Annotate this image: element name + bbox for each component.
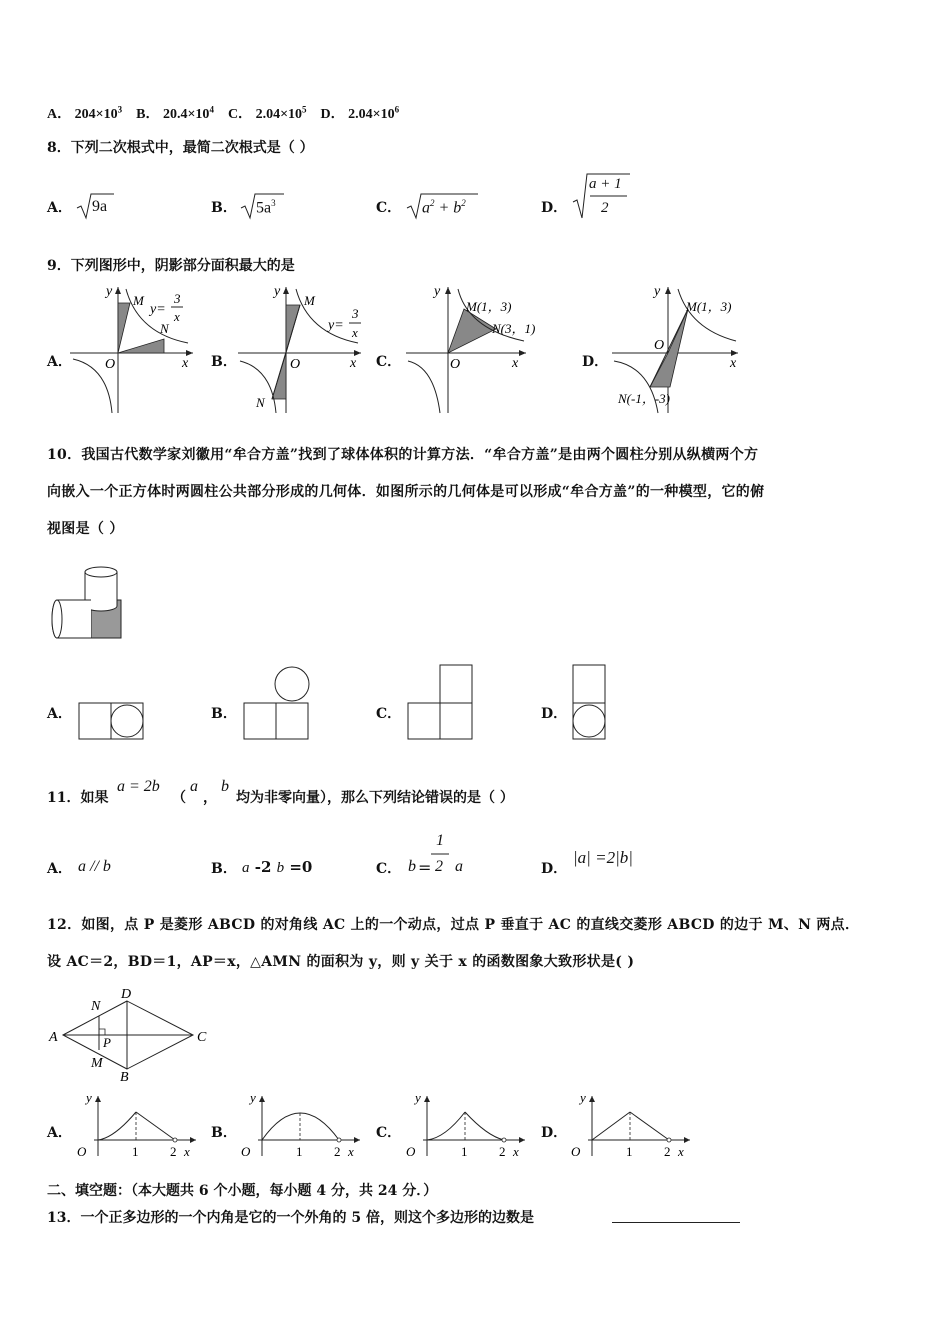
y-label: y — [434, 284, 441, 299]
shaded-region-2 — [118, 339, 164, 353]
tick-1: 1 — [296, 1144, 303, 1159]
q11-prefix: 11．如果 — [47, 790, 109, 806]
func-denominator: x — [352, 325, 358, 340]
y-label: y — [415, 1090, 421, 1105]
func-prefix: y= — [328, 318, 344, 333]
func-numerator: 3 — [174, 291, 181, 306]
q7-option-d-exponent: 6 — [394, 104, 400, 115]
x-label: x — [350, 356, 357, 371]
q11-comma: ， — [203, 790, 217, 806]
q11-option-b-mid: -2 — [249, 858, 277, 876]
q8-option-b-expr — [256, 198, 276, 217]
q9-graph-c — [404, 283, 554, 418]
q11-vector-a: a — [190, 778, 198, 795]
q8-option-c-a: a — [422, 199, 430, 217]
q10-option-c-label: C． — [376, 706, 402, 722]
q11-vector-b: b — [221, 778, 229, 795]
origin-label: O — [77, 1144, 87, 1159]
q10-line-3: 视图是（ ） — [47, 521, 124, 537]
q12-line-1: 12．如图，点 P 是菱形 ABCD 的对角线 AC 上的一个动点，过点 P 垂直于 AC 的直线交菱形 ABCD 的边于 M、N 两点． — [47, 917, 860, 933]
q10-option-c-figure — [407, 664, 475, 742]
q12-graph-d — [568, 1090, 698, 1162]
point-n-label: N(-1，-3) — [618, 391, 670, 406]
x-label: x — [513, 1144, 519, 1159]
vertex-a-label: A — [49, 1030, 58, 1045]
point-m-label: M(1，3) — [686, 299, 732, 314]
q8-option-b-base: 5a — [256, 199, 272, 217]
q8-option-c-plus-b: + b — [434, 199, 462, 217]
point-n-label: N — [91, 999, 101, 1014]
q7-option-d-value: 2.04×10 — [348, 107, 395, 122]
point-n-label: N — [160, 321, 169, 336]
q9-graph-b — [236, 283, 366, 418]
q9-option-a-label: A． — [47, 354, 72, 370]
q9-graph-a — [68, 283, 198, 418]
section-2-heading: 二、填空题：（本大题共 6 个小题，每小题 4 分，共 24 分．） — [47, 1183, 438, 1199]
q7-option-a-label: A． — [47, 107, 72, 122]
q10-line-1: 10．我国古代数学家刘徽用“牟合方盖”找到了球体体积的计算方法．“牟合方盖”是由两个圆柱分别从纵横两个方 — [47, 447, 759, 463]
origin-label: O — [406, 1144, 416, 1159]
line-fall — [630, 1112, 669, 1140]
func-prefix: y= — [150, 302, 166, 317]
q12-graph-b — [238, 1090, 368, 1162]
q8-option-c-exp2: 2 — [461, 198, 466, 208]
q10-option-b-label: B． — [211, 706, 237, 722]
q12-option-a-label: A． — [47, 1125, 72, 1141]
tick-1: 1 — [626, 1144, 633, 1159]
tick-2: 2 — [170, 1144, 177, 1159]
q12-graph-c — [403, 1090, 533, 1162]
x-label: x — [730, 356, 737, 371]
y-label: y — [86, 1090, 92, 1105]
q11-option-c-fraction-bar — [431, 853, 449, 855]
x-label: x — [182, 356, 189, 371]
q11-option-c-b: b — [408, 858, 416, 875]
tick-2: 2 — [334, 1144, 341, 1159]
q11-option-d-label: D． — [541, 861, 568, 877]
q7-option-c-exponent: 5 — [302, 104, 307, 115]
q11-option-c-eq: = — [418, 858, 432, 877]
q9-option-b-label: B． — [211, 354, 237, 370]
curve-fall — [465, 1112, 504, 1140]
q11-option-c-numerator: 1 — [436, 832, 444, 849]
q12-option-c-label: C． — [376, 1125, 402, 1141]
q11-option-a-label: A． — [47, 861, 72, 877]
tick-1: 1 — [132, 1144, 139, 1159]
x-label: x — [512, 356, 519, 371]
q12-option-b-label: B． — [211, 1125, 237, 1141]
q10-option-d-figure — [572, 664, 610, 742]
q12-stem — [47, 907, 907, 981]
hyperbola-branch-2 — [408, 361, 440, 413]
q7-option-b-value: 20.4×10 — [162, 107, 210, 122]
x-label: x — [184, 1144, 190, 1159]
q11-suffix: 均为非零向量），那么下列结论错误的是（ ） — [236, 790, 514, 806]
q10-solid-figure — [47, 560, 127, 642]
shaded-region-1 — [118, 303, 130, 353]
q11-option-d-expr: |a| =2|b| — [573, 848, 633, 867]
q13-answer-blank[interactable] — [612, 1222, 740, 1223]
origin-label: O — [105, 357, 116, 372]
q11-option-b-end: =0 — [284, 858, 313, 876]
func-numerator: 3 — [352, 306, 359, 321]
q10-stem — [47, 437, 907, 548]
q8-option-b-exp: 3 — [271, 198, 276, 208]
line-fall — [136, 1112, 175, 1140]
q9-option-d-label: D． — [582, 354, 609, 370]
origin-label: O — [241, 1144, 251, 1159]
y-label: y — [580, 1090, 586, 1105]
vertex-c-label: C — [197, 1030, 207, 1045]
q10-line-2: 向嵌入一个正方体时两圆柱公共部分形成的几何体．如图所示的几何体是可以形成“牟合方盖”的一种模型，它的俯 — [47, 484, 765, 500]
point-m-label: M — [133, 293, 144, 308]
q7-option-d-label: D． — [320, 107, 345, 122]
q8-option-d-label: D． — [541, 200, 568, 216]
q12-line-2: 设 AC＝2，BD＝1，AP＝x，△AMN 的面积为 y，则 y 关于 x 的函数图象大致形状是( ) — [47, 954, 635, 970]
y-label: y — [274, 284, 281, 299]
q8-option-a-expr: 9a — [92, 198, 108, 215]
x-label: x — [348, 1144, 354, 1159]
q12-graph-a — [74, 1090, 204, 1162]
point-m-label: M — [91, 1056, 103, 1071]
origin-label: O — [290, 357, 301, 372]
q11-option-b-label: B． — [211, 861, 237, 877]
q7-option-b-label: B． — [136, 107, 160, 122]
q11-option-c-label: C． — [376, 861, 402, 877]
q7-options — [47, 103, 399, 123]
q12-option-d-label: D． — [541, 1125, 568, 1141]
q12-rhombus-figure — [45, 985, 220, 1085]
q11-option-a-expr: a // b — [78, 858, 111, 875]
vertex-b-label: B — [120, 1070, 129, 1085]
q8-option-d-denominator: 2 — [601, 200, 609, 216]
point-p-label: P — [103, 1035, 111, 1050]
tick-2: 2 — [499, 1144, 506, 1159]
q7-option-a-value: 204×10 — [74, 107, 118, 122]
y-label: y — [106, 284, 113, 299]
origin-label: O — [571, 1144, 581, 1159]
q8-option-d-numerator: a + 1 — [589, 176, 622, 192]
tick-2: 2 — [664, 1144, 671, 1159]
q8-option-b-label: B． — [211, 200, 237, 216]
q7-option-c-value: 2.04×10 — [255, 107, 303, 122]
q11-paren: （ — [172, 790, 186, 806]
x-label: x — [678, 1144, 684, 1159]
q11-option-b-expr — [242, 858, 312, 877]
y-label: y — [654, 284, 661, 299]
curve-rise — [427, 1112, 465, 1140]
line-rise — [592, 1112, 630, 1140]
func-denominator: x — [174, 309, 180, 324]
q10-option-a-label: A． — [47, 706, 72, 722]
q9-graph-d — [610, 283, 745, 418]
origin-label: O — [654, 338, 665, 353]
q11-option-c-a: a — [455, 858, 463, 875]
vertex-d-label: D — [121, 987, 132, 1002]
q9-stem: 9．下列图形中，阴影部分面积最大的是 — [47, 258, 295, 274]
q11-condition: a = 2b — [117, 778, 160, 795]
q8-stem: 8．下列二次根式中，最简二次根式是（ ） — [47, 140, 314, 156]
point-n-label: N(3，1) — [492, 321, 536, 336]
parabola — [262, 1113, 339, 1140]
q7-option-a-exponent: 3 — [117, 104, 123, 115]
q8-option-c-exp1: 2 — [430, 198, 435, 208]
q11-option-b-a: a — [242, 860, 250, 876]
q11-option-b-b: b — [276, 860, 285, 876]
point-m-label: M(1，3) — [466, 299, 512, 314]
q11-option-c-denominator: 2 — [435, 858, 443, 875]
q10-option-d-label: D． — [541, 706, 568, 722]
origin-label: O — [450, 357, 461, 372]
q7-option-c-label: C． — [227, 107, 253, 122]
curve-rise — [98, 1112, 136, 1140]
tick-1: 1 — [461, 1144, 468, 1159]
q8-option-c-expr — [422, 198, 466, 217]
q8-option-a-label: A． — [47, 200, 72, 216]
q10-option-b-figure — [243, 664, 311, 742]
q8-option-c-label: C． — [376, 200, 402, 216]
q10-option-a-figure — [78, 702, 144, 742]
q7-option-b-exponent: 4 — [209, 104, 214, 115]
y-label: y — [250, 1090, 256, 1105]
point-m-label: M — [304, 293, 315, 308]
point-n-label: N — [256, 395, 265, 410]
q13-stem: 13．一个正多边形的一个内角是它的一个外角的 5 倍，则这个多边形的边数是 — [47, 1210, 534, 1226]
q9-option-c-label: C． — [376, 354, 402, 370]
